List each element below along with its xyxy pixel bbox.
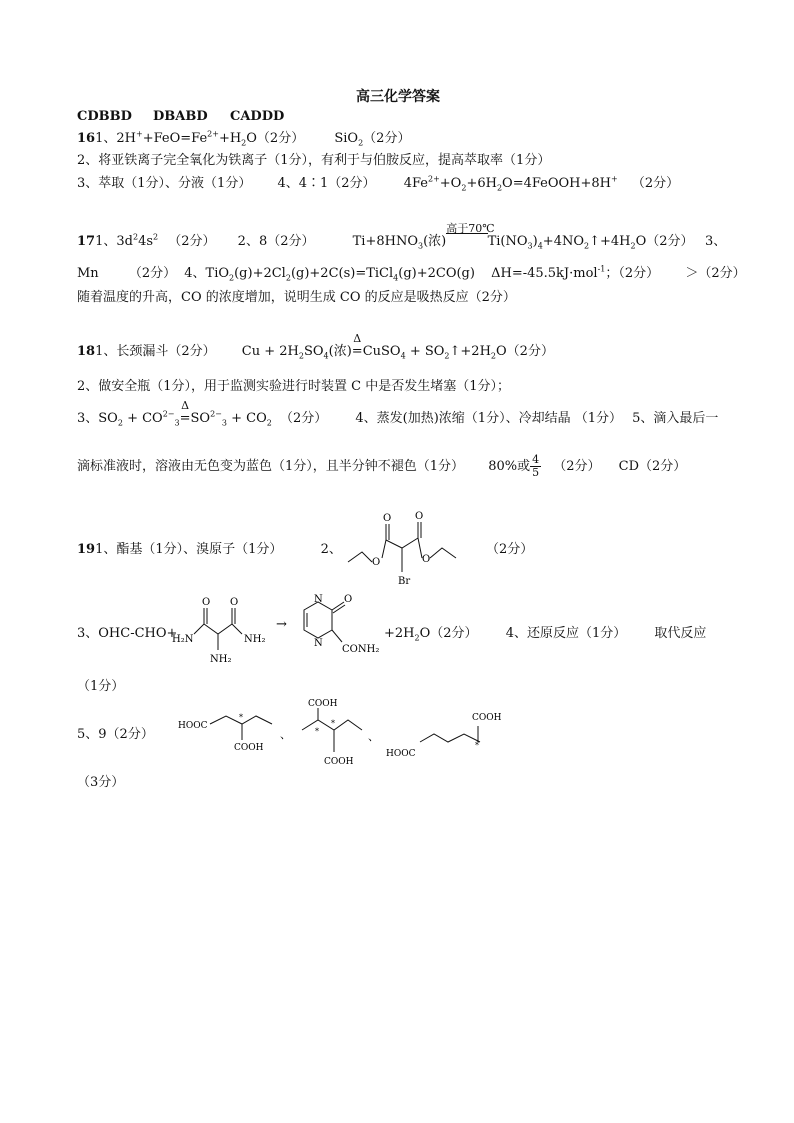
atom-n: N	[314, 594, 323, 605]
q17-line-1-end: 3、	[705, 234, 727, 249]
atom-h2n: H₂N	[172, 634, 194, 645]
chiral-star: *	[331, 719, 335, 728]
separator: 、	[368, 730, 379, 743]
q19-line-2a: 3、OHC-CHO+	[77, 626, 178, 641]
atom-o: O	[383, 513, 392, 524]
atom-br: Br	[398, 576, 411, 587]
group-hooc: HOOC	[386, 749, 416, 759]
atom-nh2: NH₂	[210, 654, 232, 665]
page-title: 高三化学答案	[356, 89, 440, 105]
chiral-star: *	[239, 713, 243, 722]
chiral-star: *	[475, 741, 479, 750]
mc-answers-1: CDBBD	[77, 109, 132, 124]
q16-line-2: 2、将亚铁离子完全氧化为铁离子（1分），有利于与伯胺反应，提高萃取率（1分）	[77, 153, 551, 168]
atom-o: O	[372, 557, 381, 568]
diethyl-bromomalonate-structure	[342, 510, 472, 590]
q17-line-2: Mn （2分） 4、$TiO_2(g)+2Cl_2(g)+2C(s)=TiCl_4(g)+2CO(g)$ ΔH=-45.5kJ·mol$^{-1}$；（2分） ＞（2分）	[77, 264, 746, 283]
atom-o: O	[202, 597, 211, 608]
q17-line-1: 171、$3d^24s^2$ （2分） 2、8（2分） $Ti+8HNO_3$(浓) 高于70℃ $Ti(NO_3)_4+4NO_2↑+4H_2O(2$分）	[77, 222, 694, 251]
q19-line-5: （3分）	[77, 775, 125, 790]
group-cooh: COOH	[324, 757, 354, 767]
mc-answers-2: DBABD	[153, 109, 208, 124]
mc-answers-3: CADDD	[230, 109, 285, 124]
group-cooh: COOH	[234, 743, 264, 753]
group-hooc: HOOC	[178, 721, 208, 731]
atom-o: O	[422, 554, 431, 565]
q18-line-4: 滴标准液时，溶液由无色变为蓝色（1分），且半分钟不褪色（1分） 80%或 $\frac{4}{5}$ （2分） CD（2分）	[77, 453, 687, 479]
group-cooh: COOH	[308, 699, 338, 709]
group-conh2: CONH₂	[342, 644, 380, 655]
atom-o: O	[230, 597, 239, 608]
atom-nh2: NH₂	[244, 634, 266, 645]
q16-line-3: 3、萃取（1分）、分液（1分） 4、4∶1（2分） $4Fe^{2+}+O_2+6H_2O=4FeOOH+8H^+$ （2分）	[77, 174, 680, 193]
q19-line-1-score: （2分）	[486, 542, 534, 557]
q17-line-3: 随着温度的升高，CO 的浓度增加，说明生成 CO 的反应是吸热反应（2分）	[77, 290, 516, 305]
q19-line-1: 191、酯基（1分）、溴原子（1分） 2、	[77, 542, 342, 557]
isomer-structures	[176, 698, 516, 770]
atom-o: O	[415, 511, 424, 522]
q18-line-1: 181、长颈漏斗（2分） $Cu + 2H_2SO_4$(浓) Δ =CuSO$_4$ + $SO_2↑+2H_2O(2$分）	[77, 332, 554, 361]
q16-line-1: 161、$2H^++FeO=Fe^{2+}+H_2O(2$分） SiO$_2$（2分）	[77, 129, 411, 148]
reaction-arrow: →	[276, 617, 287, 632]
q19-line-4: 5、9（2分）	[77, 727, 154, 742]
separator: 、	[280, 728, 291, 741]
fraction: $\frac{4}{5}$	[532, 453, 540, 479]
atom-o: O	[344, 594, 353, 605]
q18-line-3: 3、$SO_2 + CO^{2-}_3$ Δ $=SO^{2-}_3 + CO_2$ （2分） 4、蒸发(加热)浓缩（1分）、冷却结晶 （1分） 5、滴入最后一	[77, 399, 719, 428]
group-cooh: COOH	[472, 713, 502, 723]
q19-line-2b: $+2H_2O(2$分） 4、还原反应（1分） 取代反应	[384, 626, 707, 643]
atom-n: N	[314, 638, 323, 649]
reaction-structures	[166, 590, 382, 670]
chiral-star: *	[315, 727, 319, 736]
q18-line-2: 2、做安全瓶（1分），用于监测实验进行时装置 C 中是否发生堵塞（1分）；	[77, 379, 511, 394]
q19-line-3: （1分）	[77, 679, 125, 694]
